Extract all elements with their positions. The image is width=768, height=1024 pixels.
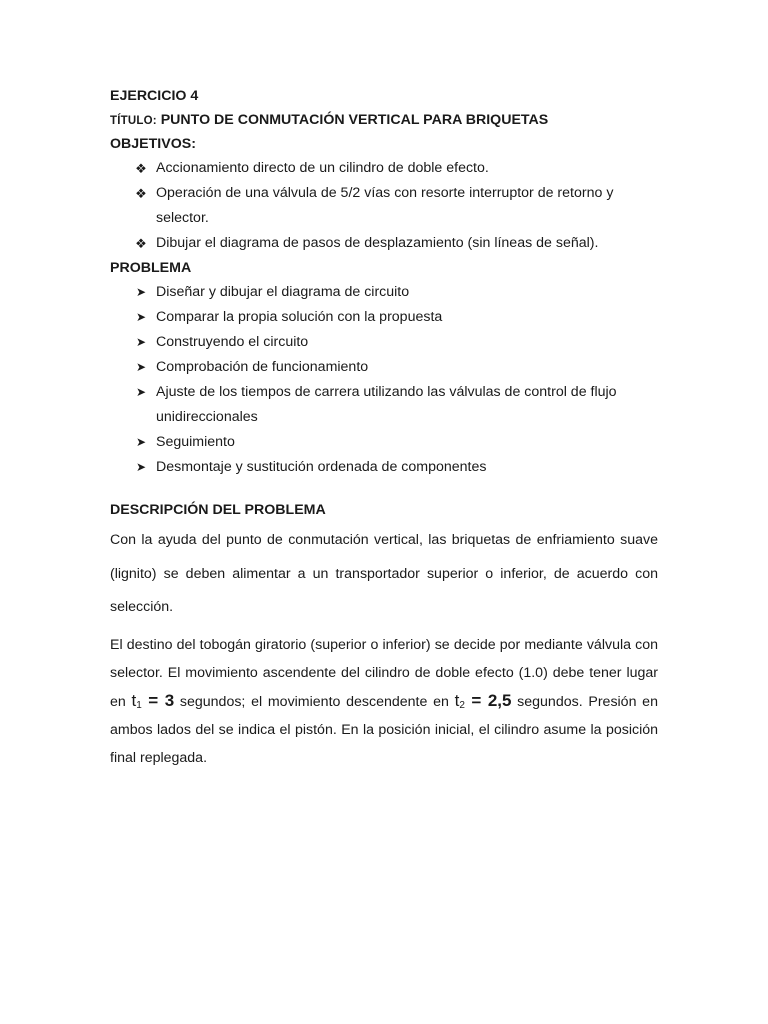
document-title: PUNTO DE CONMUTACIÓN VERTICAL PARA BRIQUETAS: [160, 112, 549, 128]
list-item: [110, 455, 658, 480]
problem-list: [110, 280, 658, 480]
objective-text: Operación de una válvula de 5/2 vías con resorte interruptor de retorno y selector.: [156, 185, 614, 226]
t2-value: = 2,5: [464, 690, 512, 710]
problem-step-text: Seguimiento: [156, 434, 235, 450]
list-item: [110, 156, 658, 181]
t1-subscript: 1: [136, 699, 142, 711]
title-prefix: TÍTULO:: [110, 115, 157, 127]
t2-subscript: 2: [459, 699, 465, 711]
problem-step-text: Diseñar y dibujar el diagrama de circuito: [156, 284, 410, 300]
arrowhead-bullet-icon: ➤: [135, 335, 147, 349]
problem-step-text: Construyendo el circuito: [156, 334, 309, 350]
list-item: [110, 330, 658, 355]
objective-text: Dibujar el diagrama de pasos de desplazamiento (sin líneas de señal).: [156, 235, 599, 251]
t2-symbol: t: [454, 690, 460, 710]
arrowhead-bullet-icon: ➤: [135, 435, 147, 449]
description-paragraph-2: [110, 631, 658, 772]
paragraph-text: El destino del tobogán giratorio (superior o inferior) se decide por mediante válvula con selector. El movimiento ascendente del cilindro de doble efecto (1.0) debe tener lugar en: [110, 636, 658, 710]
diamond-bullet-icon: ❖: [135, 161, 147, 176]
document-page: [110, 84, 658, 772]
list-item: [110, 430, 658, 455]
description-heading: DESCRIPCIÓN DEL PROBLEMA: [110, 502, 326, 518]
objective-text: Accionamiento directo de un cilindro de doble efecto.: [156, 160, 489, 176]
paragraph-text: segundos. Presión en ambos lados del se indica el pistón. En la posición inicial, el cilindro asume la posición final replegada.: [110, 693, 658, 766]
diamond-bullet-icon: ❖: [135, 186, 147, 201]
list-item: [110, 181, 658, 231]
arrowhead-bullet-icon: ➤: [135, 285, 147, 299]
arrowhead-bullet-icon: ➤: [135, 360, 147, 374]
title-line: [110, 108, 658, 132]
t1-symbol: t: [131, 690, 137, 710]
objectives-heading: OBJETIVOS:: [110, 136, 196, 152]
paragraph-text: segundos; el movimiento descendente en: [174, 693, 455, 710]
arrowhead-bullet-icon: ➤: [135, 385, 147, 399]
problem-step-text: Ajuste de los tiempos de carrera utilizando las válvulas de control de flujo unidireccionales: [156, 384, 617, 425]
problem-step-text: Comprobación de funcionamiento: [156, 359, 369, 375]
list-item: [110, 380, 658, 430]
diamond-bullet-icon: ❖: [135, 236, 147, 251]
t1-value: = 3: [141, 690, 175, 710]
problem-step-text: Desmontaje y sustitución ordenada de componentes: [156, 459, 487, 475]
description-paragraph-1: Con la ayuda del punto de conmutación vertical, las briquetas de enfriamiento suave (lignito) se deben alimentar a un transportador superior o inferior, de acuerdo con selección.: [110, 532, 658, 615]
problem-heading: PROBLEMA: [110, 260, 192, 276]
objectives-list: [110, 156, 658, 256]
list-item: [110, 355, 658, 380]
list-item: [110, 280, 658, 305]
problem-step-text: Comparar la propia solución con la propuesta: [156, 309, 443, 325]
list-item: [110, 305, 658, 330]
arrowhead-bullet-icon: ➤: [135, 310, 147, 324]
arrowhead-bullet-icon: ➤: [135, 460, 147, 474]
list-item: [110, 231, 658, 256]
exercise-label: EJERCICIO 4: [110, 88, 199, 104]
